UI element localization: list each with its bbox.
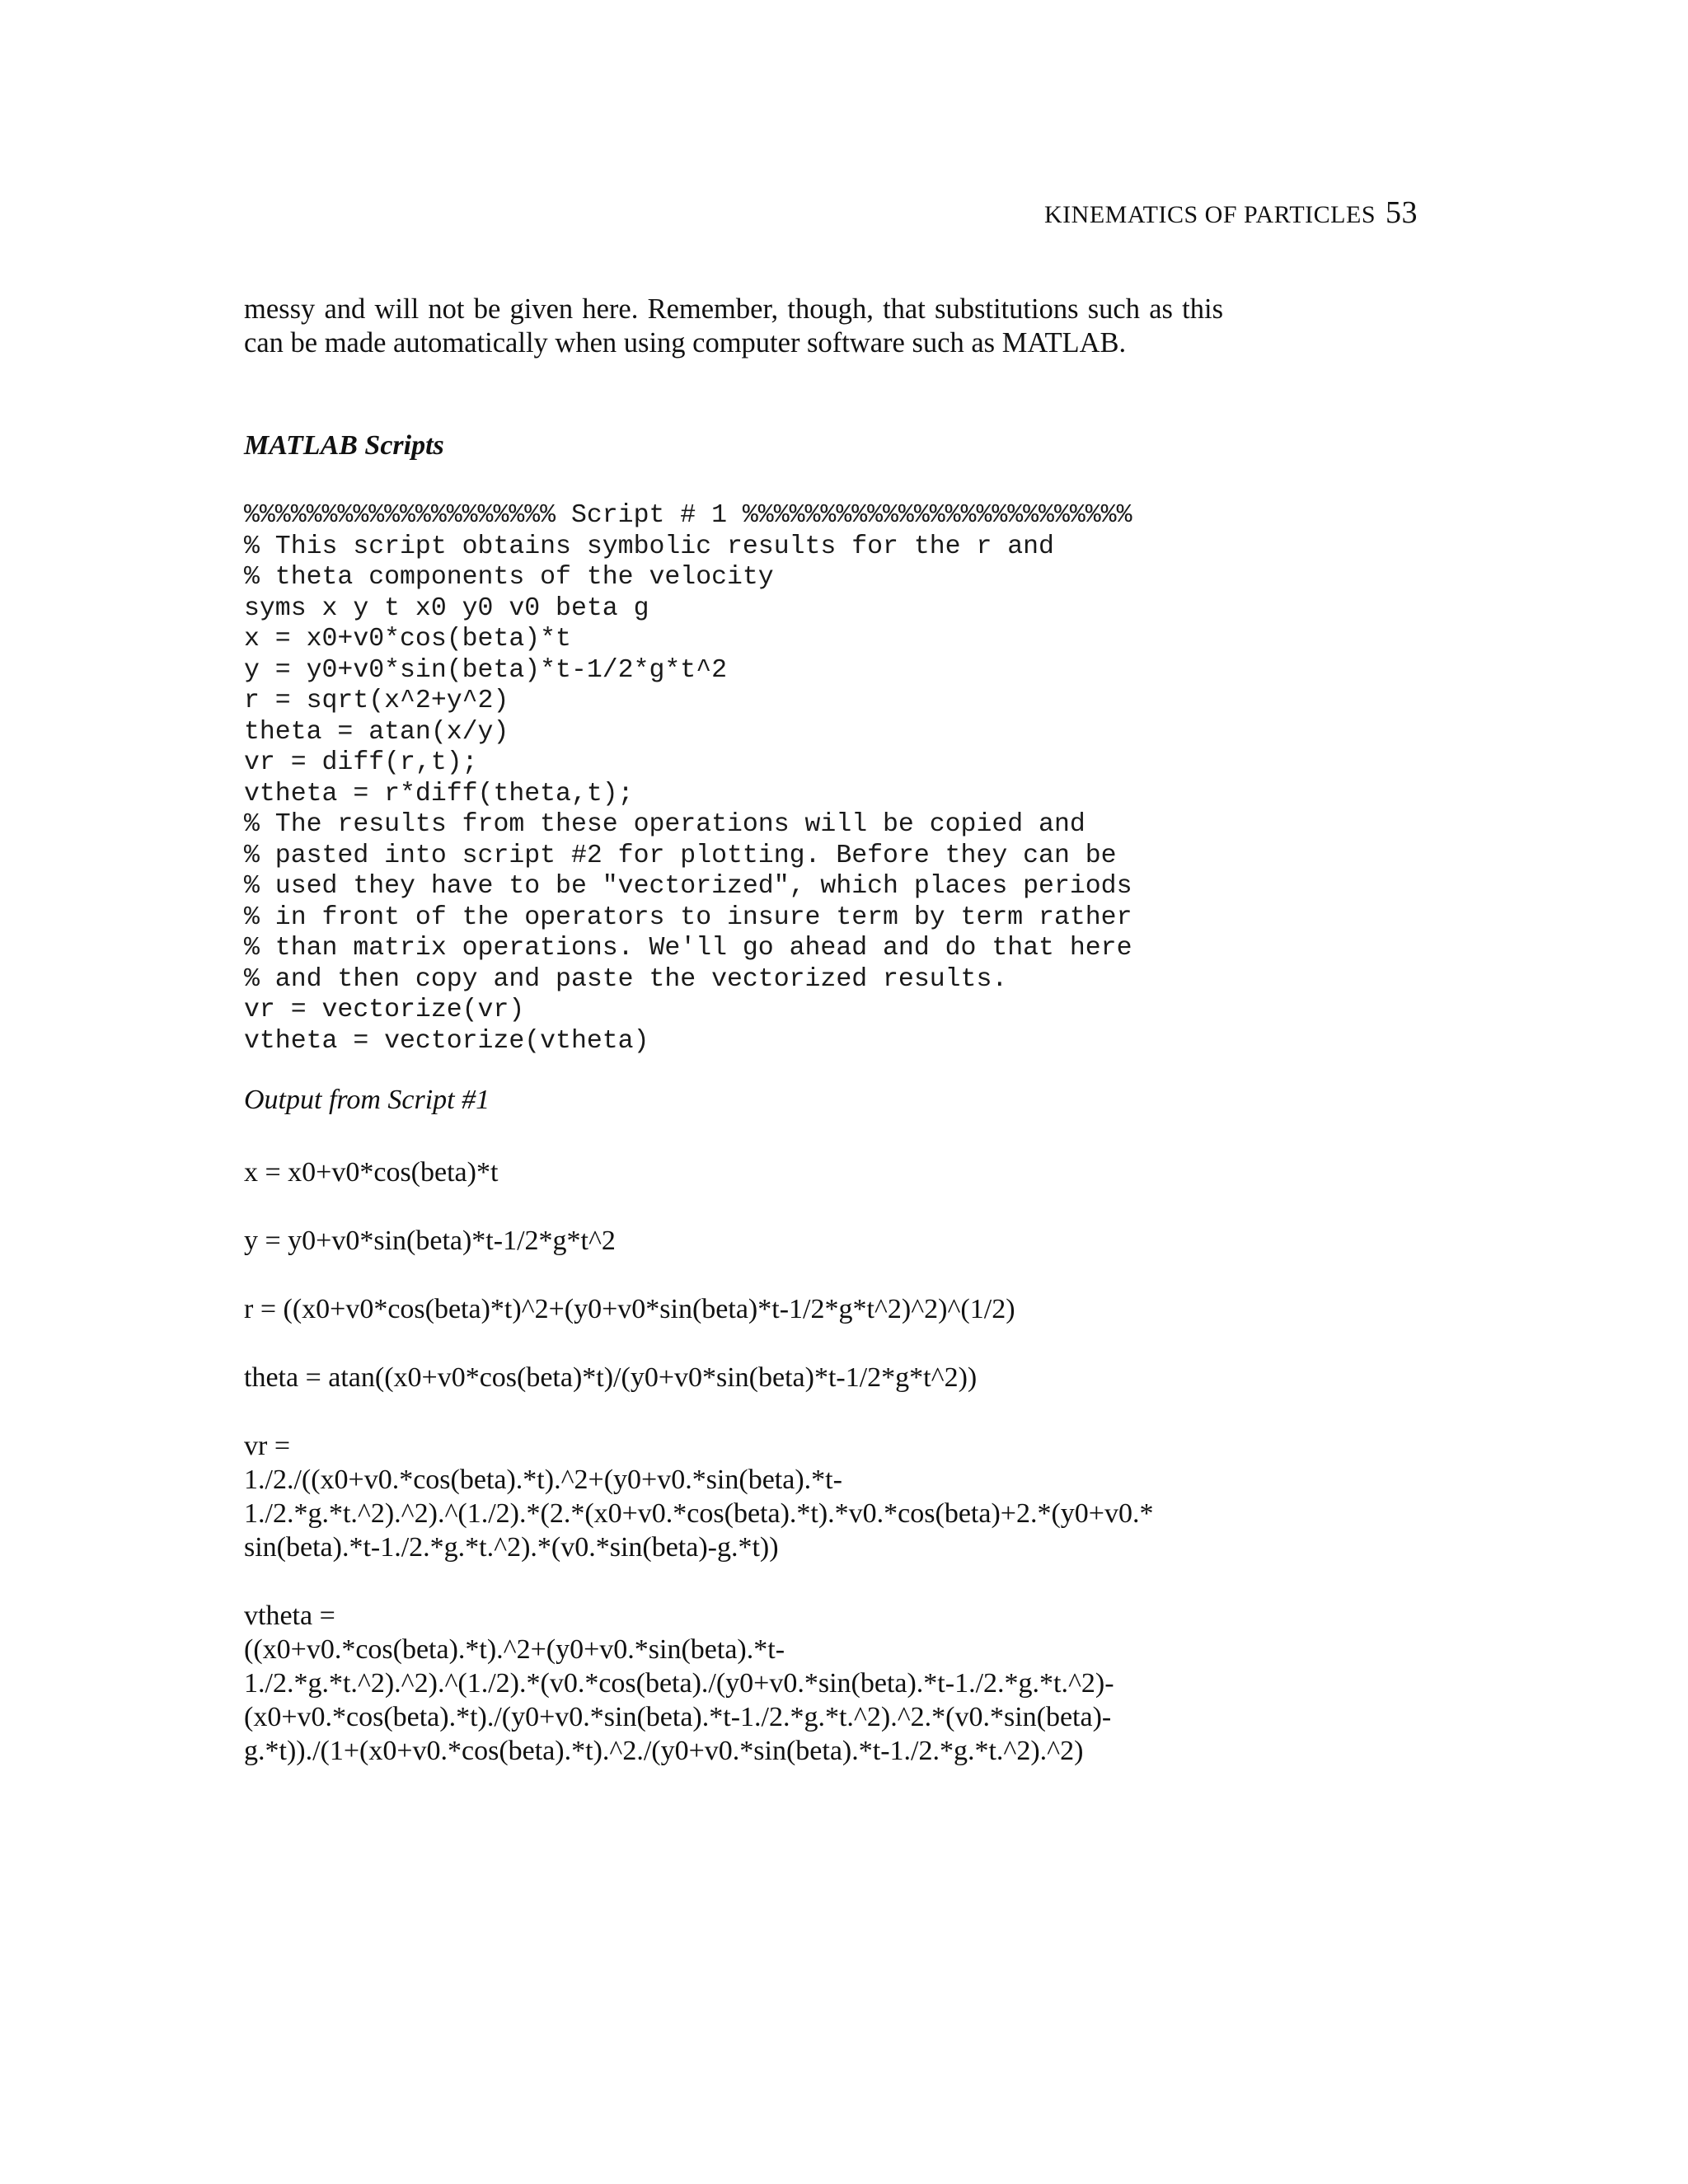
code-line: % and then copy and paste the vectorized results.: [244, 964, 1008, 994]
code-line: % pasted into script #2 for plotting. Before they can be: [244, 841, 1117, 870]
output-vtheta-line: ((x0+v0.*cos(beta).*t).^2+(y0+v0.*sin(beta).*t-: [244, 1634, 785, 1665]
code-line: vtheta = r*diff(theta,t);: [244, 779, 634, 808]
output-theta: theta = atan((x0+v0*cos(beta)*t)/(y0+v0*sin(beta)*t-1/2*g*t^2)): [244, 1362, 978, 1393]
section-heading: MATLAB Scripts: [244, 430, 444, 461]
output-r: r = ((x0+v0*cos(beta)*t)^2+(y0+v0*sin(beta)*t-1/2*g*t^2)^2)^(1/2): [244, 1294, 1015, 1324]
code-line: x = x0+v0*cos(beta)*t: [244, 625, 571, 654]
code-line: % The results from these operations will be copied and: [244, 810, 1085, 839]
output-vr-line: sin(beta).*t-1./2.*g.*t.^2).*(v0.*sin(beta)-g.*t)): [244, 1532, 779, 1563]
code-line: syms x y t x0 y0 v0 beta g: [244, 593, 649, 623]
output-vr-line: vr =: [244, 1431, 290, 1461]
code-line: % in front of the operators to insure term by term rather: [244, 902, 1132, 932]
intro-paragraph: messy and will not be given here. Remember, though, that substitutions such as this can be made automatically when using computer software such as MATLAB.: [244, 293, 1223, 359]
output-vtheta-line: g.*t))./(1+(x0+v0.*cos(beta).*t).^2./(y0+v0.*sin(beta).*t-1./2.*g.*t.^2).^2): [244, 1736, 1084, 1766]
output-vtheta-line: vtheta =: [244, 1601, 335, 1631]
code-line: %%%%%%%%%%%%%%%%%%%% Script # 1 %%%%%%%%%%%%%%%%%%%%%%%%%: [244, 501, 1132, 530]
output-heading: Output from Script #1: [244, 1085, 490, 1115]
output-vtheta: [244, 1599, 1315, 1768]
code-line: vr = diff(r,t);: [244, 748, 478, 777]
code-line: % than matrix operations. We'll go ahead and do that here: [244, 934, 1132, 963]
running-title: KINEMATICS OF PARTICLES: [1044, 201, 1376, 228]
script-output: [244, 1155, 1315, 1802]
output-vr-line: 1./2./((x0+v0.*cos(beta).*t).^2+(y0+v0.*sin(beta).*t-: [244, 1465, 842, 1495]
output-x: x = x0+v0*cos(beta)*t: [244, 1157, 499, 1188]
output-vtheta-line: (x0+v0.*cos(beta).*t)./(y0+v0.*sin(beta).*t-1./2.*g.*t.^2).^2.*(v0.*sin(beta)-: [244, 1702, 1112, 1732]
code-line: % This script obtains symbolic results for the r and: [244, 532, 1054, 561]
page-number: 53: [1386, 195, 1418, 230]
matlab-script: [244, 500, 1132, 1057]
output-vr-line: 1./2.*g.*t.^2).^2).^(1./2).*(2.*(x0+v0.*cos(beta).*t).*v0.*cos(beta)+2.*(y0+v0.*: [244, 1498, 1154, 1529]
code-line: r = sqrt(x^2+y^2): [244, 687, 509, 715]
code-line: % theta components of the velocity: [244, 563, 774, 592]
code-line: % used they have to be "vectorized", which places periods: [244, 872, 1132, 901]
code-line: vr = vectorize(vr): [244, 996, 525, 1024]
code-line: y = y0+v0*sin(beta)*t-1/2*g*t^2: [244, 655, 727, 685]
output-vr: [244, 1429, 1315, 1564]
code-line: theta = atan(x/y): [244, 717, 509, 747]
output-y: y = y0+v0*sin(beta)*t-1/2*g*t^2: [244, 1226, 616, 1256]
output-vtheta-line: 1./2.*g.*t.^2).^2).^(1./2).*(v0.*cos(beta)./(y0+v0.*sin(beta).*t-1./2.*g.*t.^2)-: [244, 1668, 1114, 1699]
running-header: [1006, 194, 1418, 231]
code-line: vtheta = vectorize(vtheta): [244, 1026, 649, 1056]
